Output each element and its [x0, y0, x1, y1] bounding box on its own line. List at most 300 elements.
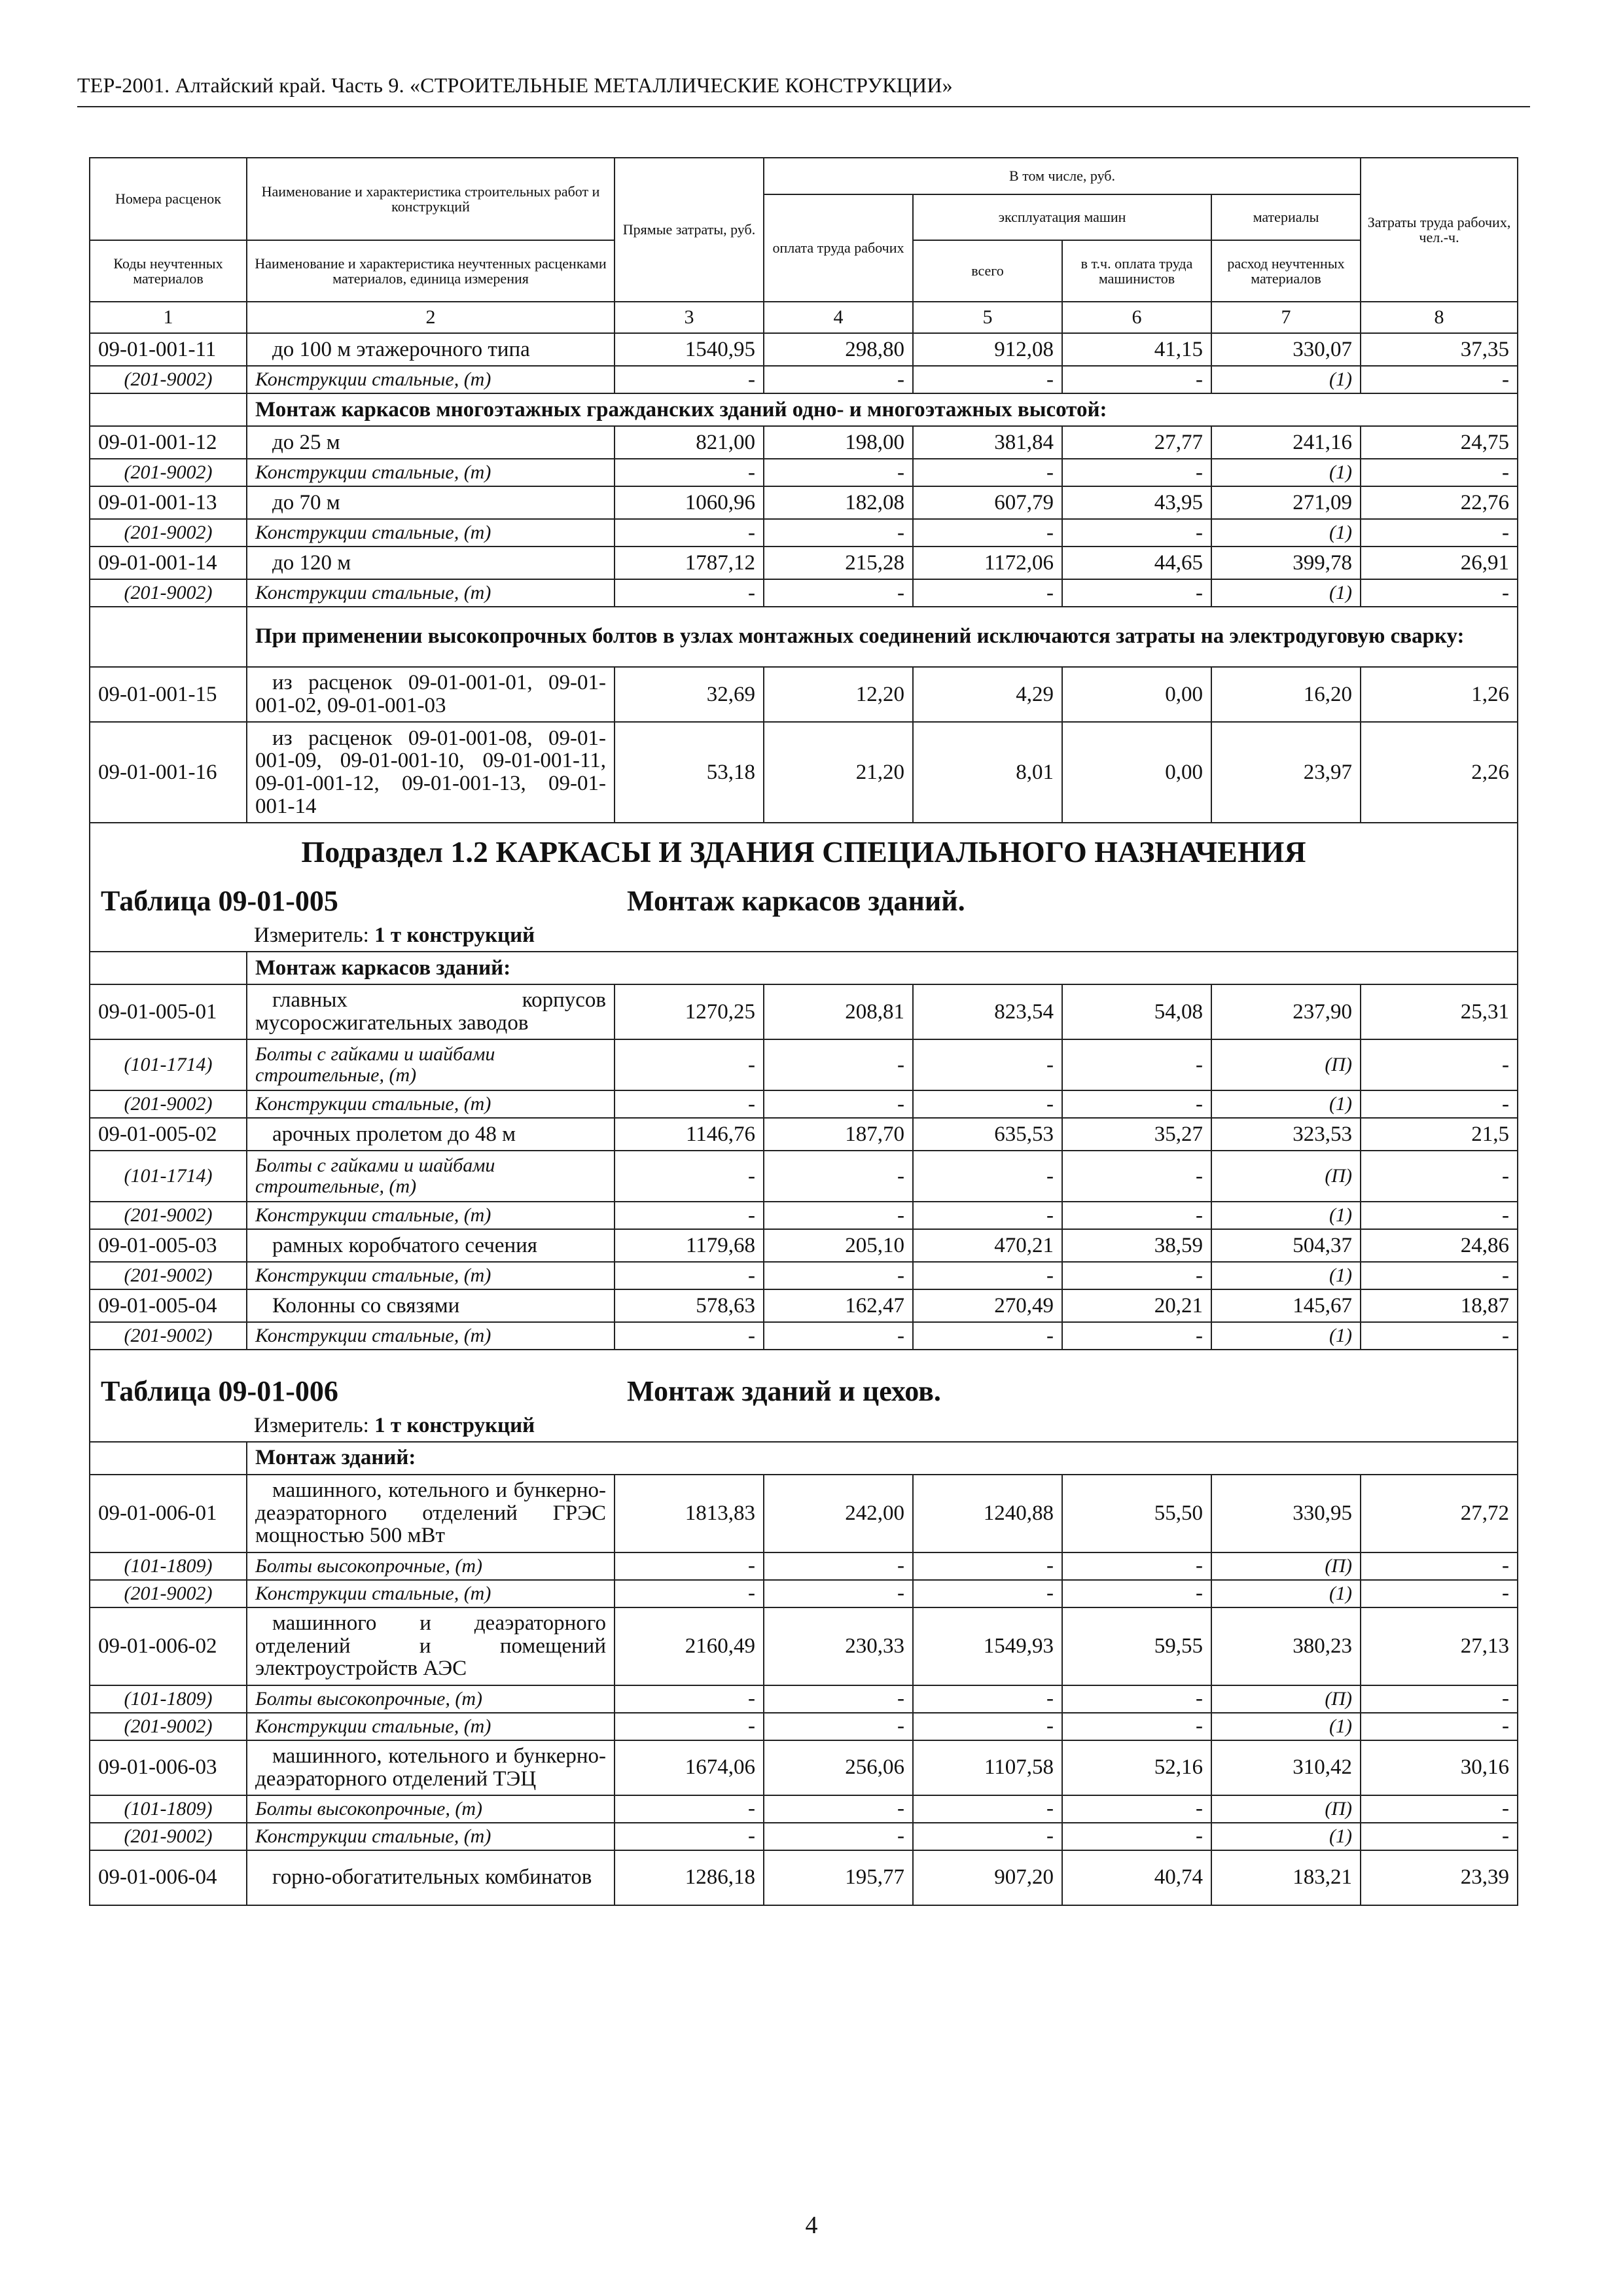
rate-value: 44,65 — [1062, 547, 1211, 579]
rate-code: 09-01-005-04 — [90, 1289, 247, 1322]
material-dash: - — [1062, 1202, 1211, 1229]
material-dash: - — [913, 1685, 1062, 1713]
material-dash: - — [913, 1202, 1062, 1229]
material-quantity: (П) — [1211, 1795, 1361, 1823]
material-code: (201-9002) — [90, 1202, 247, 1229]
table-006-heading — [90, 1376, 1517, 1414]
rate-value: 1540,95 — [615, 333, 764, 366]
material-dash: - — [1062, 1823, 1211, 1850]
material-dash: - — [764, 1039, 913, 1090]
column-number: 3 — [615, 302, 764, 333]
rate-value: 198,00 — [764, 426, 913, 459]
material-dash: - — [764, 1322, 913, 1350]
rate-value: 4,29 — [913, 667, 1062, 722]
note-high-strength-bolts: При применении высокопрочных болтов в узлах монтажных соединений исключаются затраты на электродуговую сварку: — [247, 607, 1518, 667]
rate-name — [247, 1289, 615, 1322]
material-code: (201-9002) — [90, 579, 247, 607]
material-name: Конструкции стальные, (т) — [247, 1090, 615, 1118]
header-labor-pay: оплата труда рабочих — [764, 194, 913, 302]
rate-code: 09-01-006-03 — [90, 1740, 247, 1795]
material-name: Конструкции стальные, (т) — [247, 459, 615, 486]
rate-value: 41,15 — [1062, 333, 1211, 366]
material-quantity: (1) — [1211, 1322, 1361, 1350]
material-code: (101-1809) — [90, 1685, 247, 1713]
rate-value: 1172,06 — [913, 547, 1062, 579]
rate-value: 215,28 — [764, 547, 913, 579]
material-code: (201-9002) — [90, 1090, 247, 1118]
rate-value: 823,54 — [913, 984, 1062, 1039]
rate-name — [247, 722, 615, 823]
rate-code: 09-01-005-02 — [90, 1118, 247, 1151]
material-quantity: (1) — [1211, 579, 1361, 607]
material-quantity: (1) — [1211, 1580, 1361, 1607]
rate-code: 09-01-001-14 — [90, 547, 247, 579]
rate-value: 330,95 — [1211, 1475, 1361, 1552]
rate-name-text: машинного, котельного и бункерно-деаэраторного отделений ГРЭС мощностью 500 мВт — [255, 1479, 606, 1548]
rate-code: 09-01-006-01 — [90, 1475, 247, 1552]
note-spacer — [90, 607, 247, 667]
material-row — [90, 1039, 1518, 1090]
material-row — [90, 366, 1518, 393]
material-dash: - — [615, 1580, 764, 1607]
material-dash: - — [1062, 1580, 1211, 1607]
material-dash: - — [764, 1552, 913, 1580]
header-machines: эксплуатация машин — [913, 194, 1211, 240]
material-name: Болты высокопрочные, (т) — [247, 1685, 615, 1713]
rate-code: 09-01-006-02 — [90, 1607, 247, 1685]
rate-value: 162,47 — [764, 1289, 913, 1322]
rate-name-text: до 70 м — [272, 490, 340, 514]
rate-value: 21,5 — [1361, 1118, 1518, 1151]
material-dash: - — [1062, 1262, 1211, 1289]
material-row — [90, 1262, 1518, 1289]
material-row — [90, 579, 1518, 607]
rate-name-text: главных корпусов мусоросжигательных заводов — [255, 988, 606, 1035]
rate-name — [247, 1740, 615, 1795]
rate-name — [247, 1475, 615, 1552]
section-spacer — [90, 393, 247, 426]
rate-value: 242,00 — [764, 1475, 913, 1552]
section-heading-005: Монтаж каркасов зданий: — [247, 952, 1518, 984]
rate-value: 55,50 — [1062, 1475, 1211, 1552]
rate-row — [90, 984, 1518, 1039]
rate-value: 32,69 — [615, 667, 764, 722]
measure-label: Измеритель: — [254, 924, 369, 948]
material-dash: - — [615, 459, 764, 486]
material-quantity: (1) — [1211, 459, 1361, 486]
column-number: 6 — [1062, 302, 1211, 333]
rate-value: 504,37 — [1211, 1229, 1361, 1262]
rate-value: 26,91 — [1361, 547, 1518, 579]
material-dash: - — [764, 1580, 913, 1607]
table-006-title: Монтаж зданий и цехов. — [627, 1374, 941, 1407]
rate-value: 52,16 — [1062, 1740, 1211, 1795]
page-number: 4 — [805, 2212, 818, 2239]
rate-value: 43,95 — [1062, 486, 1211, 519]
rate-value: 271,09 — [1211, 486, 1361, 519]
material-dash: - — [764, 1685, 913, 1713]
rate-value: 323,53 — [1211, 1118, 1361, 1151]
material-name: Конструкции стальные, (т) — [247, 1823, 615, 1850]
material-dash: - — [1062, 366, 1211, 393]
rate-value: 399,78 — [1211, 547, 1361, 579]
rate-value: 35,27 — [1062, 1118, 1211, 1151]
rate-name-text: Колонны со связями — [272, 1293, 460, 1318]
rate-name-text: арочных пролетом до 48 м — [272, 1122, 516, 1146]
rate-value: 182,08 — [764, 486, 913, 519]
rate-value: 1787,12 — [615, 547, 764, 579]
rate-value: 907,20 — [913, 1850, 1062, 1905]
rate-name-text: горно-обогатительных комбинатов — [272, 1865, 592, 1890]
rate-value: 1270,25 — [615, 984, 764, 1039]
material-dash: - — [913, 1262, 1062, 1289]
section-spacer — [90, 1442, 247, 1475]
material-code: (201-9002) — [90, 1262, 247, 1289]
rate-value: 0,00 — [1062, 667, 1211, 722]
rate-code: 09-01-001-11 — [90, 333, 247, 366]
rate-row — [90, 1118, 1518, 1151]
rate-value: 470,21 — [913, 1229, 1062, 1262]
rate-row — [90, 333, 1518, 366]
material-dash: - — [913, 1713, 1062, 1740]
material-dash: - — [764, 579, 913, 607]
rate-value: 298,80 — [764, 333, 913, 366]
header-name: Наименование и характеристика строительных работ и конструкций — [247, 158, 615, 240]
rate-value: 241,16 — [1211, 426, 1361, 459]
rate-row — [90, 426, 1518, 459]
material-code: (201-9002) — [90, 1713, 247, 1740]
material-dash: - — [1361, 1823, 1518, 1850]
header-rule — [77, 106, 1530, 107]
material-dash: - — [1062, 1685, 1211, 1713]
rate-value: 635,53 — [913, 1118, 1062, 1151]
material-dash: - — [1062, 459, 1211, 486]
material-dash: - — [1062, 519, 1211, 547]
rate-value: 40,74 — [1062, 1850, 1211, 1905]
rate-value: 237,90 — [1211, 984, 1361, 1039]
material-dash: - — [615, 1795, 764, 1823]
material-quantity: (1) — [1211, 1202, 1361, 1229]
material-dash: - — [1062, 1151, 1211, 1202]
measure-label: Измеритель: — [254, 1413, 369, 1437]
rate-row — [90, 722, 1518, 823]
material-dash: - — [615, 1262, 764, 1289]
material-quantity: (1) — [1211, 1823, 1361, 1850]
column-number: 7 — [1211, 302, 1361, 333]
rate-code: 09-01-005-03 — [90, 1229, 247, 1262]
rate-name — [247, 1850, 615, 1905]
rate-value: 330,07 — [1211, 333, 1361, 366]
column-number: 8 — [1361, 302, 1518, 333]
rate-value: 381,84 — [913, 426, 1062, 459]
rate-value: 1240,88 — [913, 1475, 1062, 1552]
rate-name — [247, 667, 615, 722]
material-row — [90, 1685, 1518, 1713]
header-including: В том числе, руб. — [764, 158, 1361, 194]
material-dash: - — [1361, 519, 1518, 547]
header-codes: Номера расценок — [90, 158, 247, 240]
rate-value: 22,76 — [1361, 486, 1518, 519]
rate-value: 1549,93 — [913, 1607, 1062, 1685]
rate-value: 1146,76 — [615, 1118, 764, 1151]
material-code: (101-1809) — [90, 1795, 247, 1823]
material-quantity: (П) — [1211, 1685, 1361, 1713]
rate-value: 821,00 — [615, 426, 764, 459]
rate-value: 23,97 — [1211, 722, 1361, 823]
material-dash: - — [913, 519, 1062, 547]
material-row — [90, 1151, 1518, 1202]
running-header: ТЕР-2001. Алтайский край. Часть 9. «СТРОИТЕЛЬНЫЕ МЕТАЛЛИЧЕСКИЕ КОНСТРУКЦИИ» — [77, 73, 953, 97]
material-name: Конструкции стальные, (т) — [247, 579, 615, 607]
header-machines-labor: в т.ч. оплата труда машинистов — [1062, 240, 1211, 302]
material-name: Конструкции стальные, (т) — [247, 1262, 615, 1289]
material-dash: - — [615, 1039, 764, 1090]
rate-value: 30,16 — [1361, 1740, 1518, 1795]
material-code: (201-9002) — [90, 459, 247, 486]
rate-value: 145,67 — [1211, 1289, 1361, 1322]
rate-value: 24,75 — [1361, 426, 1518, 459]
measure-value: 1 т конструкций — [374, 924, 535, 948]
material-name: Конструкции стальные, (т) — [247, 1713, 615, 1740]
rate-code: 09-01-001-16 — [90, 722, 247, 823]
material-code: (201-9002) — [90, 1823, 247, 1850]
rate-row — [90, 1289, 1518, 1322]
material-dash: - — [1361, 366, 1518, 393]
material-dash: - — [764, 519, 913, 547]
rate-value: 310,42 — [1211, 1740, 1361, 1795]
rate-value: 578,63 — [615, 1289, 764, 1322]
material-dash: - — [615, 1202, 764, 1229]
rate-value: 24,86 — [1361, 1229, 1518, 1262]
table-006-measure — [90, 1414, 1517, 1441]
rate-row — [90, 547, 1518, 579]
material-dash: - — [615, 579, 764, 607]
rate-value: 2160,49 — [615, 1607, 764, 1685]
material-code: (201-9002) — [90, 519, 247, 547]
rate-value: 607,79 — [913, 486, 1062, 519]
subsection-title: Подраздел 1.2 КАРКАСЫ И ЗДАНИЯ СПЕЦИАЛЬНОГО НАЗНАЧЕНИЯ — [301, 835, 1306, 869]
material-dash: - — [615, 1685, 764, 1713]
material-name: Болты с гайками и шайбами строительные, (т) — [247, 1151, 615, 1202]
material-dash: - — [1361, 1322, 1518, 1350]
material-row — [90, 1713, 1518, 1740]
rate-name — [247, 486, 615, 519]
section-heading-civil: Монтаж каркасов многоэтажных гражданских зданий одно- и многоэтажных высотой: — [247, 393, 1518, 426]
rate-name-text: машинного, котельного и бункерно-деаэраторного отделений ТЭЦ — [255, 1744, 606, 1791]
material-dash: - — [913, 1552, 1062, 1580]
rate-row — [90, 1229, 1518, 1262]
material-dash: - — [1361, 1795, 1518, 1823]
rate-value: 27,13 — [1361, 1607, 1518, 1685]
material-row — [90, 1795, 1518, 1823]
rate-value: 1674,06 — [615, 1740, 764, 1795]
column-number: 4 — [764, 302, 913, 333]
table-006-code: Таблица 09-01-006 — [101, 1374, 338, 1407]
material-row — [90, 1322, 1518, 1350]
material-dash: - — [1361, 579, 1518, 607]
rate-value: 2,26 — [1361, 722, 1518, 823]
rate-row — [90, 667, 1518, 722]
rate-value: 1060,96 — [615, 486, 764, 519]
rate-name — [247, 1229, 615, 1262]
material-row — [90, 1580, 1518, 1607]
rate-value: 380,23 — [1211, 1607, 1361, 1685]
material-dash: - — [1361, 1202, 1518, 1229]
material-dash: - — [913, 1039, 1062, 1090]
rate-value: 1813,83 — [615, 1475, 764, 1552]
rate-name-text: из расценок 09-01-001-08, 09-01-001-09, 09-01-001-10, 09-01-001-11, 09-01-001-12, 09-01-001-13, 09-01-001-14 — [255, 726, 606, 818]
material-quantity: (П) — [1211, 1039, 1361, 1090]
material-dash: - — [615, 1823, 764, 1850]
material-dash: - — [1062, 1795, 1211, 1823]
material-dash: - — [1062, 1039, 1211, 1090]
rate-value: 208,81 — [764, 984, 913, 1039]
rate-value: 37,35 — [1361, 333, 1518, 366]
material-dash: - — [615, 1090, 764, 1118]
material-dash: - — [764, 459, 913, 486]
material-dash: - — [1361, 1552, 1518, 1580]
material-dash: - — [913, 366, 1062, 393]
material-dash: - — [1361, 1713, 1518, 1740]
material-code: (101-1809) — [90, 1552, 247, 1580]
material-row — [90, 1552, 1518, 1580]
material-dash: - — [764, 1202, 913, 1229]
rate-value: 8,01 — [913, 722, 1062, 823]
rate-code: 09-01-005-01 — [90, 984, 247, 1039]
column-number: 1 — [90, 302, 247, 333]
table-005-measure — [90, 924, 1517, 951]
rate-name-text: до 120 м — [272, 550, 351, 575]
material-dash: - — [913, 459, 1062, 486]
rate-value: 27,72 — [1361, 1475, 1518, 1552]
material-name: Болты с гайками и шайбами строительные, (т) — [247, 1039, 615, 1090]
material-dash: - — [913, 1823, 1062, 1850]
rate-value: 54,08 — [1062, 984, 1211, 1039]
rate-code: 09-01-001-15 — [90, 667, 247, 722]
rate-value: 12,20 — [764, 667, 913, 722]
rate-code: 09-01-001-13 — [90, 486, 247, 519]
material-dash: - — [1361, 1685, 1518, 1713]
rate-name-text: до 100 м этажерочного типа — [272, 337, 530, 361]
material-dash: - — [764, 1151, 913, 1202]
material-dash: - — [1062, 1552, 1211, 1580]
material-code: (201-9002) — [90, 1322, 247, 1350]
table-006-block — [90, 1350, 1518, 1442]
material-quantity: (П) — [1211, 1552, 1361, 1580]
material-quantity: (П) — [1211, 1151, 1361, 1202]
rate-name — [247, 426, 615, 459]
rate-code: 09-01-001-12 — [90, 426, 247, 459]
header-direct-costs: Прямые затраты, руб. — [615, 158, 764, 302]
header-labor-cost: Затраты труда рабочих, чел.-ч. — [1361, 158, 1518, 302]
header-materials: материалы — [1211, 194, 1361, 240]
table-005-title: Монтаж каркасов зданий. — [627, 885, 965, 918]
rate-value: 270,49 — [913, 1289, 1062, 1322]
header-codes-materials: Коды неучтенных материалов — [90, 240, 247, 302]
material-dash: - — [764, 1713, 913, 1740]
material-name: Конструкции стальные, (т) — [247, 366, 615, 393]
table-005-heading — [90, 886, 1517, 924]
rate-row — [90, 1740, 1518, 1795]
header-name-materials: Наименование и характеристика неучтенных расценками материалов, единица измерения — [247, 240, 615, 302]
material-row — [90, 459, 1518, 486]
material-dash: - — [764, 1795, 913, 1823]
material-quantity: (1) — [1211, 1262, 1361, 1289]
material-dash: - — [913, 1151, 1062, 1202]
subsection-block — [90, 823, 1518, 952]
rates-table — [89, 157, 1518, 1906]
rate-row — [90, 1475, 1518, 1552]
rate-row — [90, 1850, 1518, 1905]
material-quantity: (1) — [1211, 1090, 1361, 1118]
column-number: 2 — [247, 302, 615, 333]
material-name: Конструкции стальные, (т) — [247, 519, 615, 547]
material-dash: - — [913, 1580, 1062, 1607]
measure-value: 1 т конструкций — [374, 1413, 535, 1437]
rate-value: 21,20 — [764, 722, 913, 823]
material-dash: - — [615, 519, 764, 547]
material-dash: - — [1062, 1090, 1211, 1118]
rate-value: 1,26 — [1361, 667, 1518, 722]
material-dash: - — [1361, 459, 1518, 486]
section-heading-006: Монтаж зданий: — [247, 1442, 1518, 1475]
material-name: Конструкции стальные, (т) — [247, 1580, 615, 1607]
material-dash: - — [913, 579, 1062, 607]
rate-name — [247, 333, 615, 366]
rate-name-text: машинного и деаэраторного отделений и помещений электроустройств АЭС — [255, 1611, 606, 1681]
rate-name-text: рамных коробчатого сечения — [272, 1233, 537, 1257]
material-name: Конструкции стальные, (т) — [247, 1322, 615, 1350]
material-dash: - — [1062, 1322, 1211, 1350]
header-materials-unaccounted: расход неучтенных материалов — [1211, 240, 1361, 302]
rate-value: 18,87 — [1361, 1289, 1518, 1322]
material-quantity: (1) — [1211, 1713, 1361, 1740]
rate-value: 912,08 — [913, 333, 1062, 366]
material-dash: - — [913, 1322, 1062, 1350]
material-dash: - — [764, 1262, 913, 1289]
rate-value: 25,31 — [1361, 984, 1518, 1039]
rate-value: 230,33 — [764, 1607, 913, 1685]
rate-name — [247, 1118, 615, 1151]
material-code: (101-1714) — [90, 1039, 247, 1090]
rate-value: 53,18 — [615, 722, 764, 823]
rate-value: 16,20 — [1211, 667, 1361, 722]
section-spacer — [90, 952, 247, 984]
rate-value: 187,70 — [764, 1118, 913, 1151]
material-quantity: (1) — [1211, 366, 1361, 393]
header-machines-total: всего — [913, 240, 1062, 302]
material-dash: - — [1062, 1713, 1211, 1740]
rate-code: 09-01-006-04 — [90, 1850, 247, 1905]
material-row — [90, 1090, 1518, 1118]
rate-value: 205,10 — [764, 1229, 913, 1262]
material-quantity: (1) — [1211, 519, 1361, 547]
rate-value: 27,77 — [1062, 426, 1211, 459]
rate-name — [247, 1607, 615, 1685]
column-number: 5 — [913, 302, 1062, 333]
rate-value: 183,21 — [1211, 1850, 1361, 1905]
rate-value: 0,00 — [1062, 722, 1211, 823]
material-dash: - — [1361, 1090, 1518, 1118]
material-row — [90, 519, 1518, 547]
material-dash: - — [615, 366, 764, 393]
material-row — [90, 1823, 1518, 1850]
rate-value: 1286,18 — [615, 1850, 764, 1905]
material-dash: - — [1062, 579, 1211, 607]
material-dash: - — [913, 1795, 1062, 1823]
material-dash: - — [1361, 1151, 1518, 1202]
rate-value: 23,39 — [1361, 1850, 1518, 1905]
